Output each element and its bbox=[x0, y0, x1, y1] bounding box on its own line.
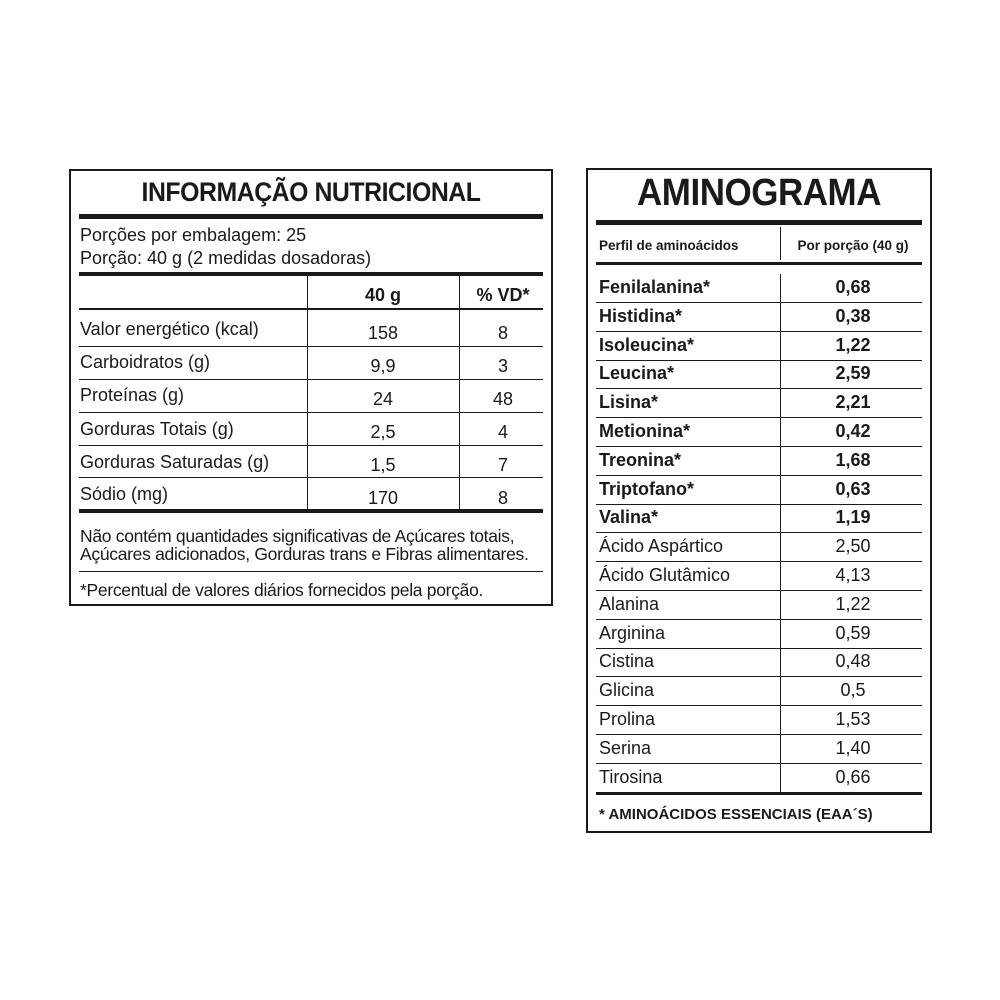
nutrient-amount: 9,9 bbox=[370, 356, 396, 376]
nutrient-amount: 158 bbox=[367, 323, 399, 343]
aminoacid-name: Valina* bbox=[599, 507, 659, 528]
aminoacid-row bbox=[588, 418, 930, 447]
aminoacid-value: 0,66 bbox=[835, 766, 871, 787]
header-divider bbox=[79, 308, 543, 310]
aminoacid-value: 0,68 bbox=[835, 277, 871, 297]
aminoacid-row bbox=[588, 591, 930, 620]
nutrient-label: Sódio (mg) bbox=[80, 484, 169, 504]
header-column-divider bbox=[780, 227, 781, 260]
title-divider bbox=[79, 214, 543, 219]
row-divider bbox=[79, 412, 543, 413]
aminoacid-row bbox=[588, 303, 930, 332]
servings-per-package: Porções por embalagem: 25 bbox=[80, 225, 307, 245]
aminoacid-name: Ácido Glutâmico bbox=[599, 565, 731, 585]
nutrient-label: Valor energético (kcal) bbox=[80, 319, 259, 339]
nutrient-amount: 24 bbox=[372, 389, 394, 409]
aminoacid-name: Cistina bbox=[599, 651, 655, 672]
aminoacid-value: 0,5 bbox=[840, 680, 866, 701]
aminoacid-row bbox=[588, 562, 930, 591]
disclaimer-line-1: Não contém quantidades significativas de Açúcares totais, bbox=[80, 526, 515, 546]
column-header-per-serving: Por porção (40 g) bbox=[797, 238, 909, 253]
nutrient-vd: 8 bbox=[497, 488, 508, 508]
aminoacid-value: 1,40 bbox=[835, 737, 871, 758]
nutrient-amount: 170 bbox=[367, 488, 399, 508]
aminoacid-value: 0,48 bbox=[835, 651, 871, 672]
aminoacid-row bbox=[588, 332, 930, 361]
aminoacid-name: Tirosina bbox=[599, 766, 663, 787]
aminoacid-row bbox=[588, 533, 930, 562]
aminoacid-value: 0,38 bbox=[835, 305, 871, 326]
column-header-vd: % VD* bbox=[476, 285, 530, 305]
aminoacid-value: 0,42 bbox=[835, 421, 871, 441]
aminoacid-row bbox=[588, 476, 930, 505]
row-divider bbox=[79, 477, 543, 478]
aminoacid-value: 1,19 bbox=[835, 507, 871, 528]
column-header-profile: Perfil de aminoácidos bbox=[599, 238, 739, 253]
nutrient-amount: 2,5 bbox=[370, 422, 396, 442]
nutrient-vd: 8 bbox=[497, 323, 508, 343]
aminoacid-row bbox=[588, 620, 930, 649]
aminoacid-row bbox=[588, 504, 930, 533]
aminoacid-value: 2,59 bbox=[835, 363, 871, 384]
nutrient-label: Gorduras Saturadas (g) bbox=[80, 452, 270, 472]
nutrient-amount: 1,5 bbox=[370, 455, 396, 475]
footnote-divider bbox=[79, 571, 543, 572]
aminoacid-row bbox=[588, 648, 930, 677]
nutrient-vd: 7 bbox=[497, 455, 508, 475]
aminoacid-value: 1,68 bbox=[835, 449, 871, 470]
aminoacid-row bbox=[588, 677, 930, 706]
aminogram-title: AMINOGRAMA bbox=[636, 172, 881, 214]
aminoacid-value: 0,59 bbox=[835, 622, 871, 643]
nutrient-label: Proteínas (g) bbox=[80, 385, 185, 405]
serving-size: Porção: 40 g (2 medidas dosadoras) bbox=[80, 248, 372, 268]
nutrient-vd: 48 bbox=[492, 389, 514, 409]
aminoacid-name: Treonina* bbox=[599, 449, 682, 470]
footnote: *Percentual de valores diários fornecidos pela porção. bbox=[80, 580, 484, 600]
aminoacid-row bbox=[588, 274, 930, 303]
aminoacid-name: Lisina* bbox=[599, 392, 659, 413]
aminoacid-name: Isoleucina* bbox=[599, 334, 695, 355]
nutrition-facts-panel bbox=[69, 169, 553, 606]
aminoacid-value: 2,50 bbox=[835, 536, 871, 557]
aminoacid-name: Glicina bbox=[599, 680, 655, 701]
aminoacid-name: Fenilalanina* bbox=[599, 277, 711, 297]
aminoacid-name: Histidina* bbox=[599, 305, 683, 326]
aminoacid-value: 1,22 bbox=[835, 334, 871, 355]
aminoacid-row bbox=[588, 735, 930, 764]
aminoacid-name: Serina bbox=[599, 737, 652, 758]
aminoacid-name: Arginina bbox=[599, 622, 666, 643]
aminoacid-row bbox=[588, 706, 930, 735]
aminoacid-row bbox=[588, 447, 930, 476]
portion-divider bbox=[79, 272, 543, 276]
column-header-amount: 40 g bbox=[364, 285, 402, 305]
row-divider bbox=[79, 445, 543, 446]
aminogram-panel bbox=[586, 168, 932, 833]
nutrient-label: Gorduras Totais (g) bbox=[80, 419, 234, 439]
aminoacid-value: 0,63 bbox=[835, 478, 871, 499]
aminoacid-name: Triptofano* bbox=[599, 478, 694, 499]
aminoacid-value: 1,53 bbox=[835, 709, 871, 729]
row-divider bbox=[79, 346, 543, 347]
aminoacid-row bbox=[588, 764, 930, 793]
nutrition-title: INFORMAÇÃO NUTRICIONAL bbox=[141, 177, 481, 207]
nutrient-label: Carboidratos (g) bbox=[80, 352, 211, 372]
header-divider bbox=[596, 262, 922, 265]
aminoacid-name: Prolina bbox=[599, 709, 656, 729]
title-divider bbox=[596, 220, 922, 225]
essential-note: * AMINOÁCIDOS ESSENCIAIS (EAA´S) bbox=[599, 806, 873, 823]
aminoacid-name: Alanina bbox=[599, 593, 660, 614]
nutrient-vd: 3 bbox=[497, 356, 508, 376]
aminoacid-name: Metionina* bbox=[599, 421, 691, 441]
aminoacid-value: 4,13 bbox=[835, 565, 871, 585]
aminoacid-row bbox=[588, 389, 930, 418]
table-bottom-divider bbox=[596, 792, 922, 795]
row-divider bbox=[79, 379, 543, 380]
disclaimer-line-2: Açúcares adicionados, Gorduras trans e Fibras alimentares. bbox=[80, 544, 529, 564]
table-bottom-divider bbox=[79, 509, 543, 513]
aminoacid-row bbox=[588, 360, 930, 389]
aminoacid-value: 2,21 bbox=[835, 392, 871, 413]
nutrient-vd: 4 bbox=[497, 422, 508, 442]
aminoacid-name: Leucina* bbox=[599, 363, 675, 384]
aminoacid-value: 1,22 bbox=[835, 593, 871, 614]
aminoacid-name: Ácido Aspártico bbox=[599, 536, 724, 557]
